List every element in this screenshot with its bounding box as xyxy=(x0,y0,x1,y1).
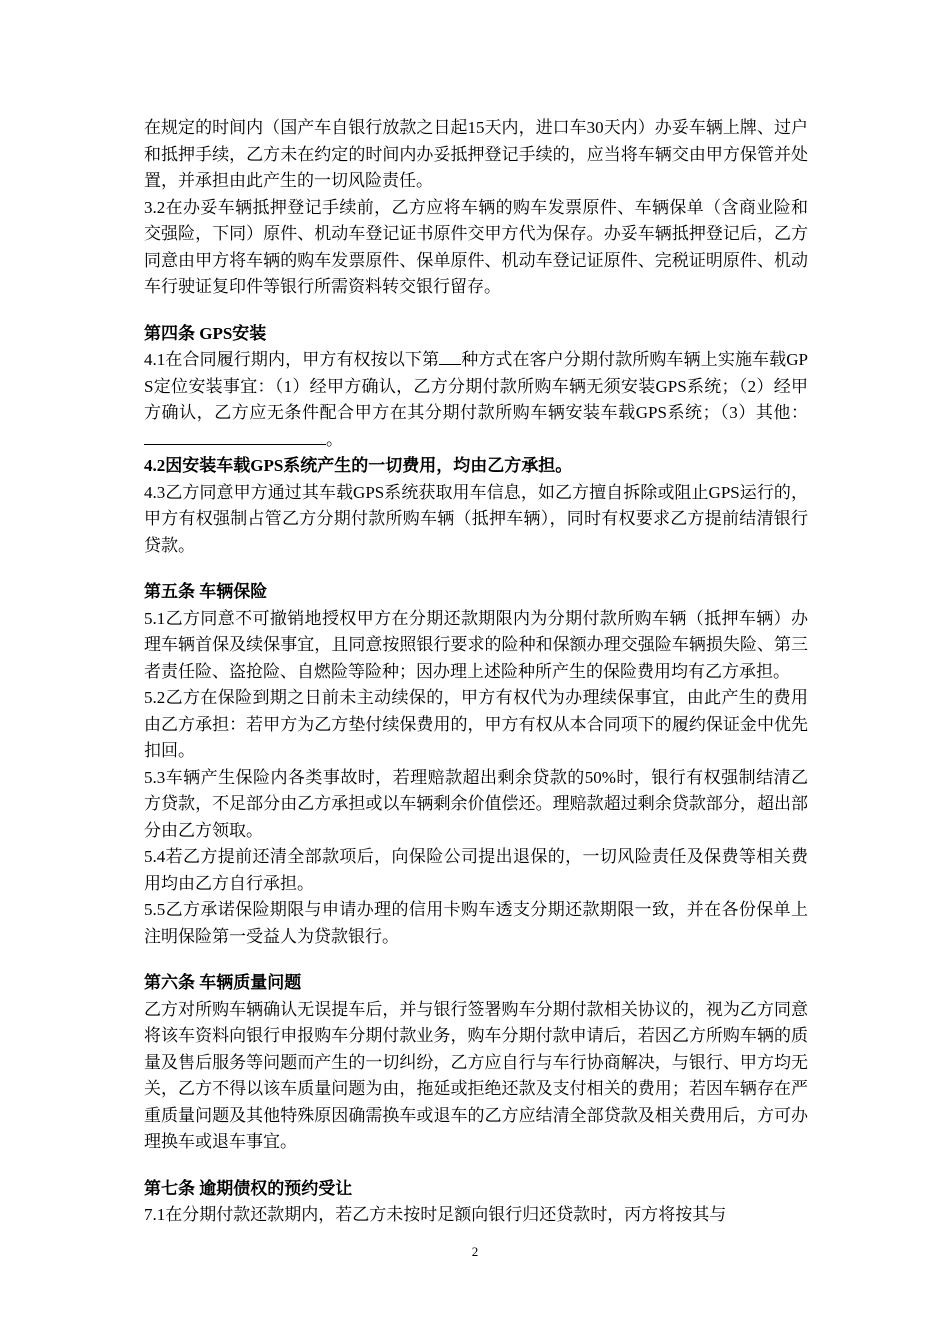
fill-in-blank-other[interactable] xyxy=(144,430,326,445)
paragraph-3-2: 3.2在办妥车辆抵押登记手续前，乙方应将车辆的购车发票原件、车辆保单（含商业险和交强险，下同）原件、机动车登记证书原件交甲方代为保存。办妥车辆抵押登记后，乙方同意由甲方将车辆的购车发票原件、保单原件、机动车登记证原件、完税证明原件、机动车行驶证复印件等银行所需资料转交银行留存。 xyxy=(144,197,808,296)
section-4-heading: 第四条 GPS安装 xyxy=(144,323,267,343)
spacer xyxy=(144,301,808,321)
spacer xyxy=(144,1156,808,1176)
spacer xyxy=(144,950,808,970)
spacer xyxy=(144,559,808,579)
paragraph-6: 乙方对所购车辆确认无误提车后，并与银行签署购车分期付款相关协议的，视为乙方同意将该车资料向银行申报购车分期付款业务，购车分期付款申请后，若因乙方所购车辆的质量及售后服务等问题而产生的一切纠纷，乙方应自行与车行协商解决，与银行、甲方均无关，乙方不得以该车质量问题为由，拖延或拒绝还款及支付相关的费用；若因车辆存在严重质量问题及其他特殊原因确需换车或退车的乙方应结清全部贷款及相关费用后，方可办理换车或退车事宜。 xyxy=(144,999,808,1151)
paragraph-5-4: 5.4若乙方提前还清全部款项后，向保险公司提出退保的，一切风险责任及保费等相关费用均由乙方自行承担。 xyxy=(144,847,808,893)
page-number: 2 xyxy=(471,1244,479,1259)
paragraph-4-2: 4.2因安装车载GPS系统产生的一切费用，均由乙方承担。 xyxy=(144,456,573,475)
fill-in-blank-option[interactable] xyxy=(439,350,461,365)
paragraph-5-3: 5.3车辆产生保险内各类事故时，若理赔款超出剩余贷款的50%时，银行有权强制结清乙方贷款，不足部分由乙方承担或以车辆剩余价值偿还。理赔款超过剩余贷款部分，超出部分由乙方领取。 xyxy=(144,767,808,840)
section-6-heading: 第六条 车辆质量问题 xyxy=(144,973,302,992)
paragraph-4-1-part-b: 种方式在客户分期付款所购车辆上实施车载GPS定位安装事宜：（1）经甲方确认，乙方分期付款所购车辆无须安装GPS系统；（2）经甲方确认，乙方应无条件配合甲方在其分期付款所购车辆安装车载GPS系统；（3）其他： xyxy=(144,350,809,422)
paragraph-4-1-part-a: 4.1在合同履行期内，甲方有权按以下第 xyxy=(144,350,440,369)
paragraph-5-2: 5.2乙方在保险到期之日前未主动续保的，甲方有权代为办理续保事宜，由此产生的费用由乙方承担：若甲方为乙方垫付续保费用的，甲方有权从本合同项下的履约保证金中优先扣回。 xyxy=(144,688,808,760)
document-body xyxy=(144,115,808,1229)
paragraph-3-1-continued: 在规定的时间内（国产车自银行放款之日起15天内，进口车30天内）办妥车辆上牌、过户和抵押手续，乙方未在约定的时间内办妥抵押登记手续的，应当将车辆交由甲方保管并处置，并承担由此产生的一切风险责任。 xyxy=(144,118,808,190)
section-5-heading: 第五条 车辆保险 xyxy=(144,582,268,601)
paragraph-4-1 xyxy=(144,347,808,453)
paragraph-7-1: 7.1在分期付款还款期内，若乙方未按时足额向银行归还贷款时，丙方将按其与 xyxy=(144,1205,727,1224)
paragraph-5-1: 5.1乙方同意不可撤销地授权甲方在分期还款期限内为分期付款所购车辆（抵押车辆）办理车辆首保及续保事宜，且同意按照银行要求的险种和保额办理交强险车辆损失险、第三者责任险、盗抢险、自燃险等险种；因办理上述险种所产生的保险费用均有乙方承担。 xyxy=(144,608,808,681)
paragraph-5-5: 5.5乙方承诺保险期限与申请办理的信用卡购车透支分期还款期限一致，并在各份保单上注明保险第一受益人为贷款银行。 xyxy=(144,900,808,946)
section-7-heading: 第七条 逾期债权的预约受让 xyxy=(144,1178,353,1198)
paragraph-4-3: 4.3乙方同意甲方通过其车载GPS系统获取用车信息，如乙方擅自拆除或阻止GPS运行的，甲方有权强制占管乙方分期付款所购车辆（抵押车辆），同时有权要求乙方提前结清银行贷款。 xyxy=(144,482,808,555)
paragraph-4-1-part-c: 。 xyxy=(326,429,343,449)
